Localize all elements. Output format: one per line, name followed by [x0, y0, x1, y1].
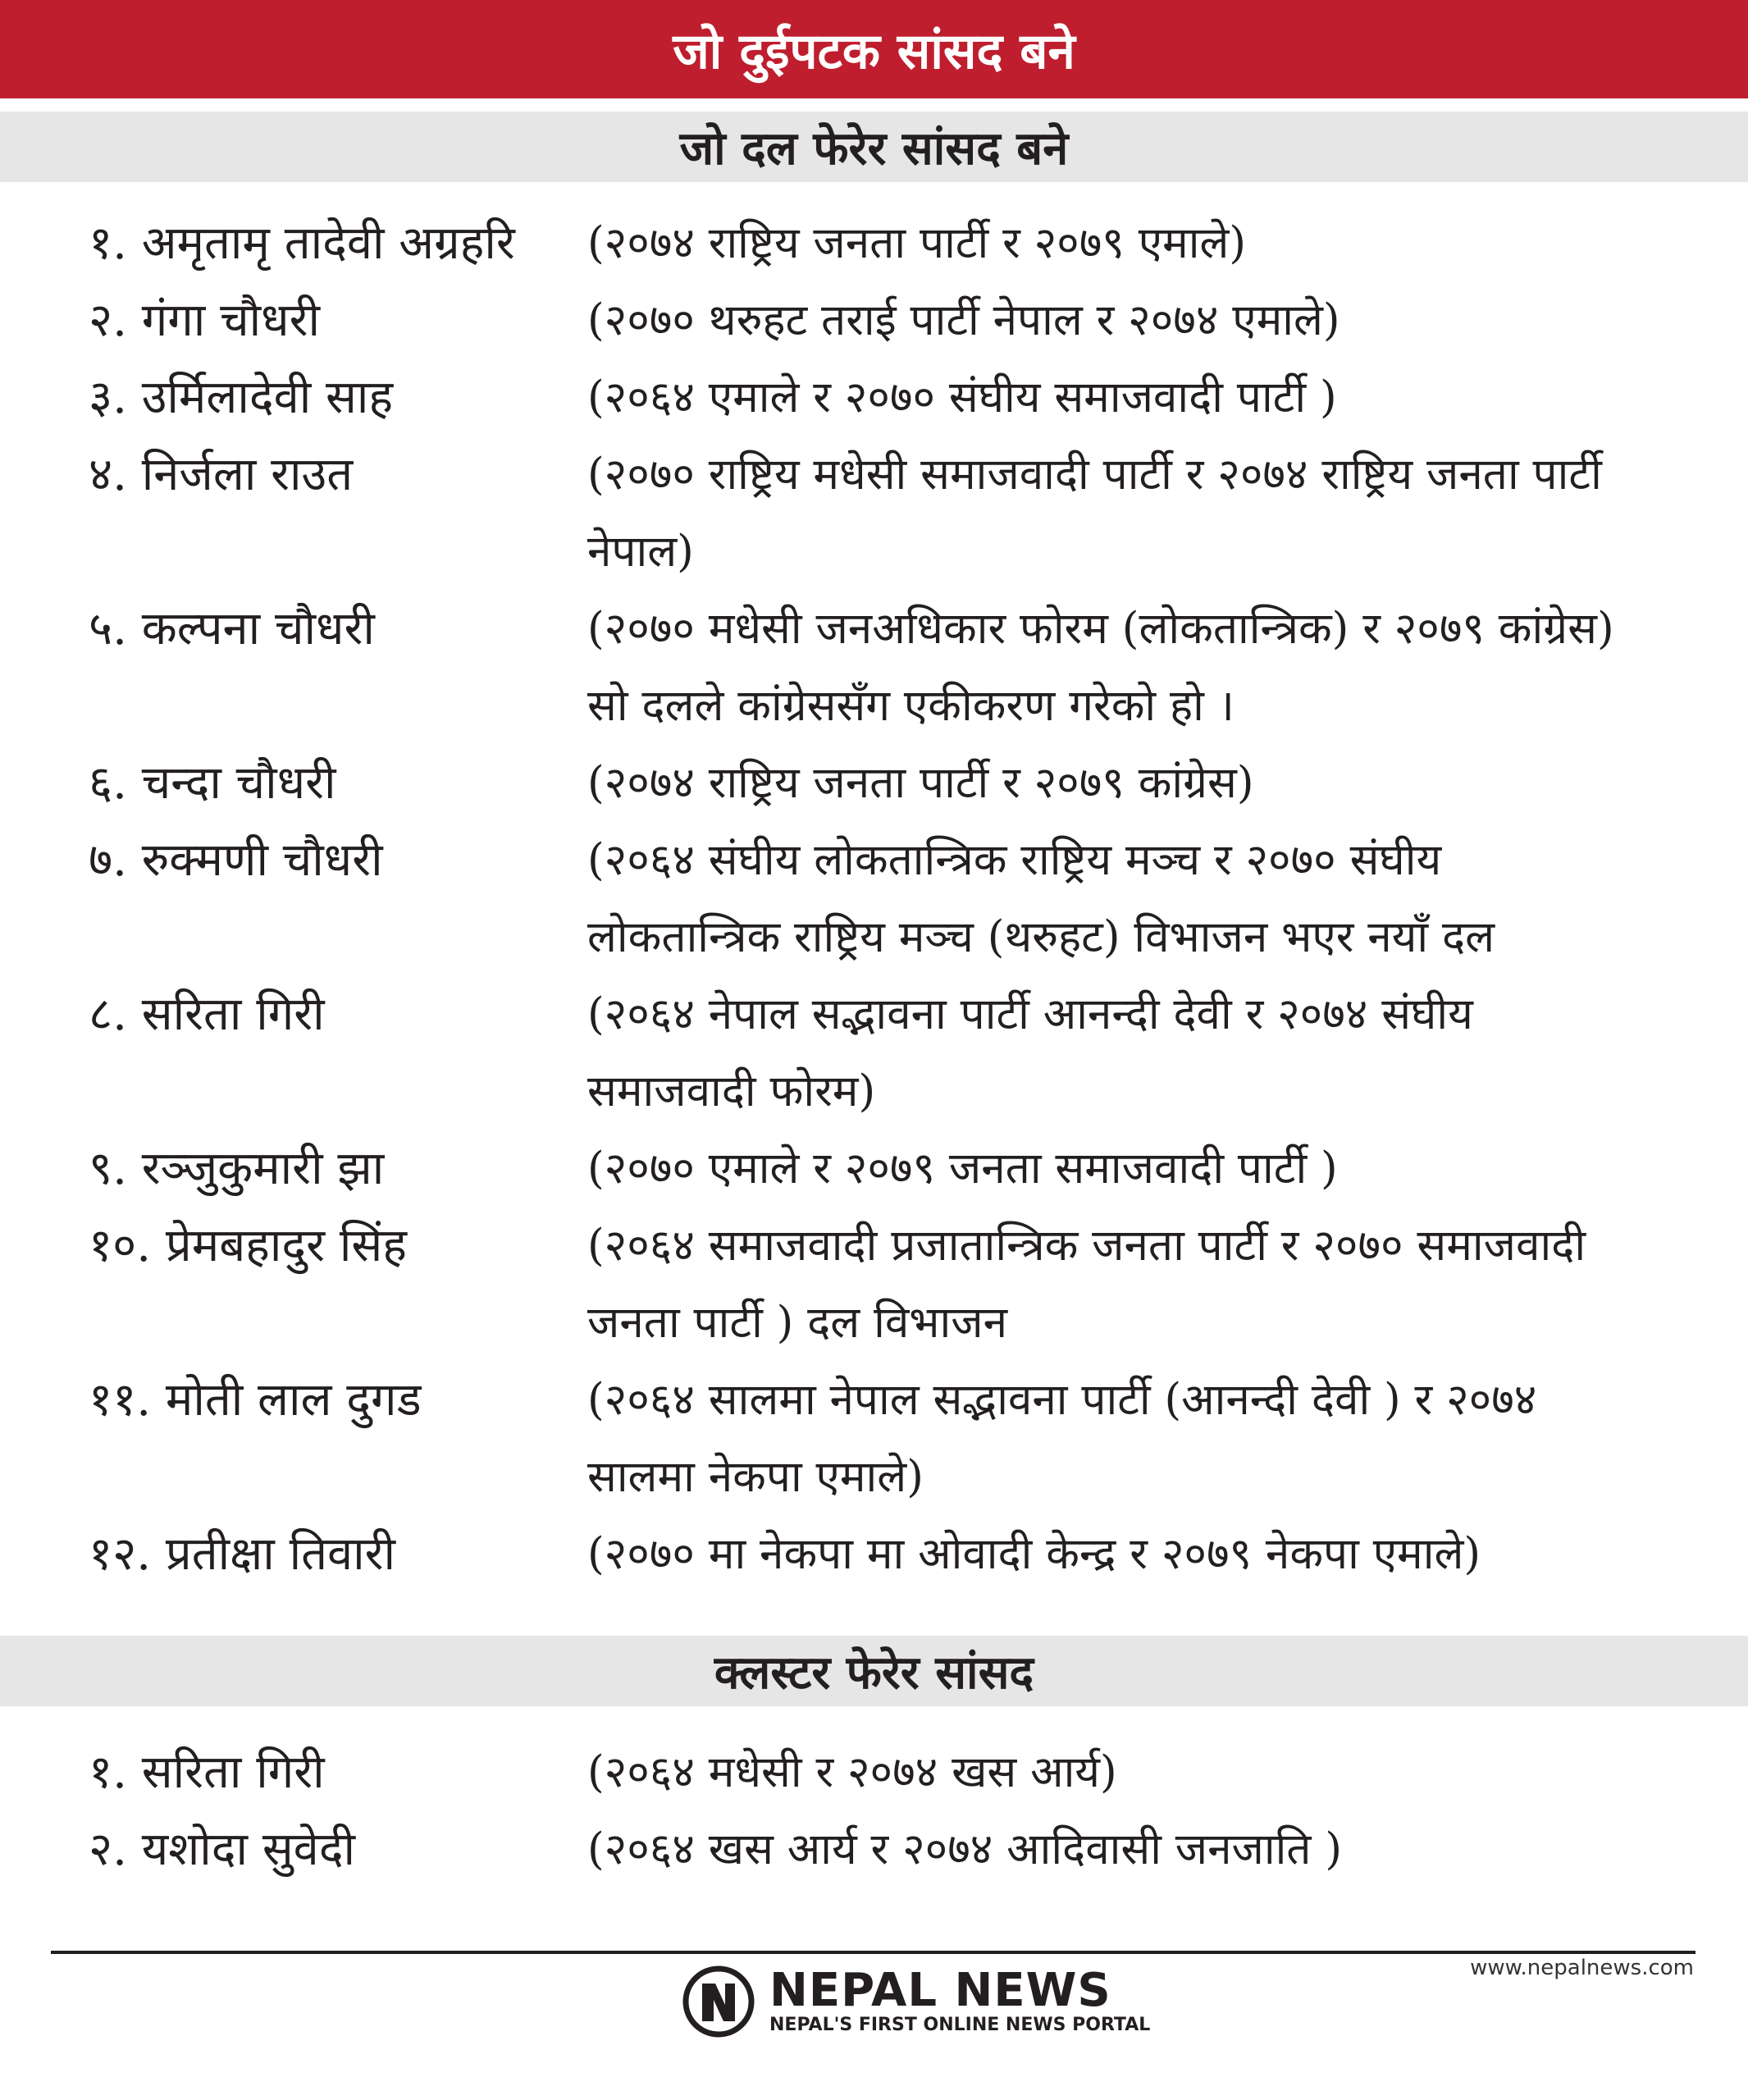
list-item: [0, 1130, 1748, 1208]
list-item: [0, 1208, 1748, 1362]
list-item: [0, 436, 1748, 591]
member-name: १. सरिता गिरी: [89, 1746, 325, 1799]
brand-tagline: NEPAL'S FIRST ONLINE NEWS PORTAL: [769, 2015, 1151, 2035]
member-party-history: (२०६४ संघीय लोकतान्त्रिक राष्ट्रिय मञ्च र २०७० संघीय लोकतान्त्रिक राष्ट्रिय मञ्च (थरुहट) विभाजन भएर नयाँ दल: [587, 835, 1495, 962]
member-name: ११. मोती लाल दुगड: [89, 1373, 422, 1427]
member-party-history: (२०६४ समाजवादी प्रजातान्त्रिक जनता पार्टी र २०७० समाजवादी जनता पार्टी ) दल विभाजन: [587, 1221, 1586, 1348]
member-name: १०. प्रेमबहादुर सिंह: [89, 1219, 407, 1272]
section-heading-cluster-switch: [0, 1636, 1748, 1706]
member-name: २. गंगा चौधरी: [89, 294, 320, 347]
member-party-history: (२०७० मधेसी जनअधिकार फोरम (लोकतान्त्रिक) र २०७९ कांग्रेस) सो दलले कांग्रेससँग एकीकरण गरेको हो ।: [587, 604, 1614, 731]
list-item: [0, 591, 1748, 745]
list-item: [0, 1734, 1748, 1811]
member-name: ३. उर्मिलादेवी साह: [89, 371, 394, 424]
member-party-history: (२०७४ राष्ट्रिय जनता पार्टी र २०७९ एमाले): [587, 218, 1247, 268]
member-party-history: (२०७० राष्ट्रिय मधेसी समाजवादी पार्टी र २०७४ राष्ट्रिय जनता पार्टी नेपाल): [587, 450, 1602, 577]
party-switch-list: [0, 205, 1748, 1593]
brand-name: NEPAL NEWS: [769, 1964, 1111, 2017]
member-name: ५. कल्पना चौधरी: [89, 602, 375, 655]
member-party-history: (२०६४ नेपाल सद्भावना पार्टी आनन्दी देवी र २०७४ संघीय समाजवादी फोरम): [587, 989, 1473, 1116]
list-item: [0, 1362, 1748, 1516]
member-party-history: (२०६४ सालमा नेपाल सद्भावना पार्टी (आनन्दी देवी ) र २०७४ सालमा नेकपा एमाले): [587, 1375, 1537, 1502]
list-item: [0, 1811, 1748, 1888]
footer-divider: [51, 1951, 1696, 1954]
list-item: [0, 822, 1748, 976]
cluster-switch-list: [0, 1734, 1748, 1888]
list-item: [0, 359, 1748, 436]
member-cluster-history: (२०६४ खस आर्य र २०७४ आदिवासी जनजाति ): [587, 1824, 1343, 1874]
member-name: ४. निर्जला राउत: [89, 448, 354, 501]
title-banner: [0, 0, 1748, 98]
member-name: ७. रुक्मणी चौधरी: [89, 833, 383, 887]
list-item: [0, 745, 1748, 822]
page-title: जो दुईपटक सांसद बने: [673, 23, 1075, 80]
section-heading-party-switch: [0, 112, 1748, 182]
section-title: जो दल फेरेर सांसद बने: [679, 122, 1069, 176]
member-name: ६. चन्दा चौधरी: [89, 756, 336, 810]
list-item: [0, 1516, 1748, 1593]
member-party-history: (२०७० एमाले र २०७९ जनता समाजवादी पार्टी ): [587, 1144, 1338, 1194]
member-name: १२. प्रतीक्षा तिवारी: [89, 1527, 396, 1581]
member-party-history: (२०७४ राष्ट्रिय जनता पार्टी र २०७९ कांग्रेस): [587, 758, 1254, 808]
section-title: क्लस्टर फेरेर सांसद: [714, 1646, 1034, 1700]
member-name: ८. सरिता गिरी: [89, 988, 325, 1041]
list-item: [0, 205, 1748, 282]
member-party-history: (२०६४ एमाले र २०७० संघीय समाजवादी पार्टी ): [587, 372, 1337, 422]
nepal-news-logo-icon: [682, 1965, 755, 2038]
member-name: ९. रञ्जुकुमारी झा: [89, 1142, 385, 1195]
member-name: २. यशोदा सुवेदी: [89, 1823, 356, 1876]
nepal-news-brand: [682, 1965, 1150, 2038]
member-party-history: (२०७० थरुहट तराई पार्टी नेपाल र २०७४ एमाले): [587, 295, 1340, 345]
site-url: www.nepalnews.com: [1470, 1956, 1694, 1980]
list-item: [0, 976, 1748, 1130]
member-name: १. अमृतामृ तादेवी अग्रहरि: [89, 217, 515, 270]
member-cluster-history: (२०६४ मधेसी र २०७४ खस आर्य): [587, 1747, 1117, 1797]
list-item: [0, 282, 1748, 359]
member-party-history: (२०७० मा नेकपा मा ओवादी केन्द्र र २०७९ नेकपा एमाले): [587, 1529, 1481, 1579]
